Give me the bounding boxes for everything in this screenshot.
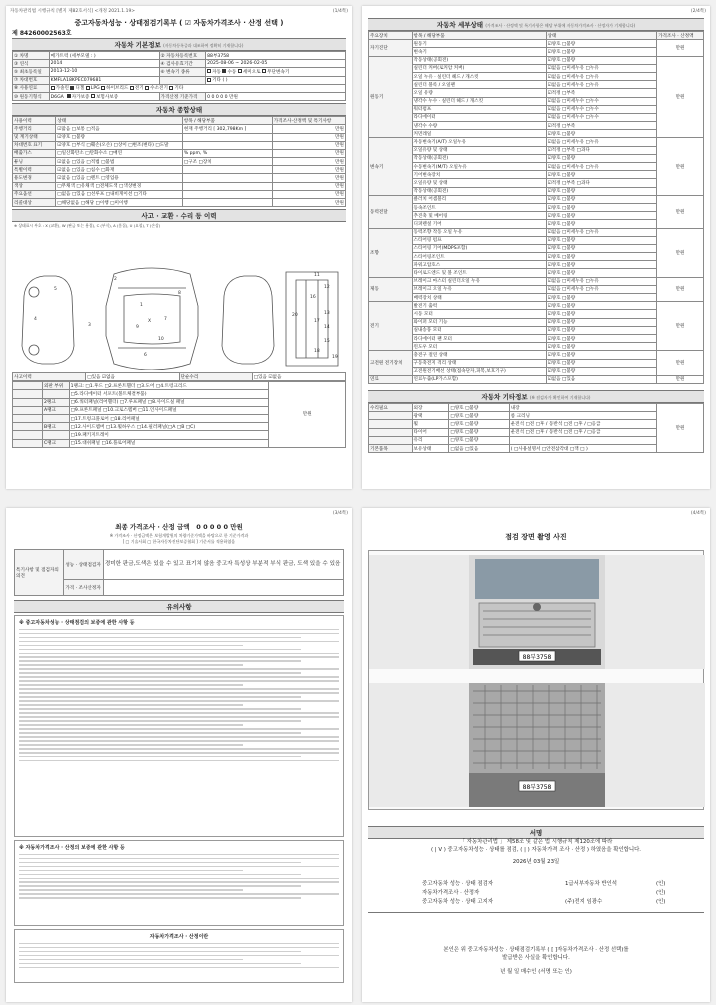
page-1 <box>6 6 352 489</box>
text-line-placeholder <box>19 692 339 693</box>
page-number: (3/4쪽) <box>332 511 348 516</box>
text-line-placeholder <box>19 748 339 749</box>
detail-row: 오일유량 및 상태 ☑적정 □부족 □과다 <box>369 146 704 154</box>
form-title: 중고자동차성능 · 상태점검기록부 ( ☑ 자동차가격조사 · 산정 선택 ) <box>74 19 284 27</box>
status-row: 튜닝 ☑없음 □있음 □적법 □불법 □구조 □장치 만원 <box>13 158 346 166</box>
status-row: 특별이력 ☑없음 □있음 □침수 □화재 만원 <box>13 166 346 174</box>
status-row: 리콜대상 □해당없음 □해당 □이행 □미이행 만원 <box>13 199 346 207</box>
text-line-placeholder <box>19 660 301 661</box>
text-line-placeholder <box>19 668 339 669</box>
diagram-part-number: 13 <box>324 311 330 316</box>
detail-row: 스티어링 펌프 ☑양호 □불량 <box>369 236 704 244</box>
form-header: 자동차관리법 시행규칙 [별지 제82호서식] <개정 2021.1.19> <box>10 9 136 14</box>
status-row: 배출가스 □일산화탄소 □탄화수소 □매연 % ppm, % 만원 <box>14 150 344 157</box>
inspector-opinion: 경미한 판금,도색은 있을 수 있고 표기치 않음 중고자 특성상 부분적 부식 판금, 도색 있을 수 있음 <box>103 550 343 580</box>
detail-row: 워터펌프 ☑없음 □미세누수 □누수 <box>369 105 704 113</box>
status-row: 주요옵션 □없음 □있음 □선루프 □내비게이션 □기타 만원 <box>13 190 346 198</box>
buyer-signature: 년 월 일 매수인 (서명 또는 인) <box>500 969 572 975</box>
text-line-placeholder <box>19 728 339 729</box>
text-line-placeholder <box>19 943 339 944</box>
diagram-part-number: 1 <box>140 303 143 308</box>
photo-title: 점검 장면 촬영 사진 <box>505 533 567 541</box>
accident-history-bar: 사고 · 교환 · 수리 등 이력 <box>12 209 346 222</box>
page-number: (4/4쪽) <box>690 511 706 516</box>
overall-status-table: 사용이력 상태 항목 / 해당부품 가격조사·산정액 및 특기사항 주행거리 ☑많음 □보통 □적음 현재 주행거리 [ 302,798Km ] 만원 및 계기상태 ☑양호 □불량 만원 차대번호 표기 ☑양호 □부식 □훼손(오손) □상이 □변조(변타) □도말 만원 배출가스 □일산화탄소 □탄화수소 □매연 % ppm, % 만원 튜닝 ☑없음 □있음 □적법 □불법 □구조 □장치 만원 특별이력 ☑없음 □있음 □침수 □화재 만원 용도변경 ☑없음 □있음 □렌트 □영업용 만원 색상 □무채색 □유채색 □전체도색 □색상변경 만원 주요옵션 □없음 □있음 □선루프 □내비게이션 □기타 만원 리콜대상 □해당없음 □해당 □이행 □미이행 만원 <box>12 116 346 207</box>
text-line-placeholder <box>19 736 339 737</box>
diagram-part-number: X <box>148 319 152 324</box>
status-row: 용도변경 ☑없음 □있음 □렌트 □영업용 만원 <box>13 174 346 182</box>
detail-row: 브레이크 오일 누유 ☑없음 □미세누유 □누유 <box>369 285 704 293</box>
final-price-note: ※ 가격조사 · 산정금액은 보험개발원의 차량기준가액을 바탕으로 한 기준가격과 <box>109 533 249 538</box>
detail-row: 스티어링조인트 ☑양호 □불량 <box>369 253 704 261</box>
text-line-placeholder <box>19 637 301 638</box>
diagram-part-number: 6 <box>144 353 147 358</box>
detail-row: 파워고압호스 ☑양호 □불량 <box>369 261 704 269</box>
text-line-placeholder <box>19 889 243 890</box>
text-line-placeholder <box>19 700 339 701</box>
status-row: 차대번호 표기 ☑양호 □부식 □훼손(오손) □상이 □변조(변타) □도말 만원 <box>13 141 346 149</box>
page-3 <box>6 508 352 1002</box>
detail-status-bar: 자동차 세부상태 (가격조사 · 산정액 및 특기사항은 해당 부위에 자동차가격조사 · 산정자가 기재합니다) <box>368 18 704 31</box>
text-line-placeholder <box>19 732 301 733</box>
text-line-placeholder <box>19 870 243 871</box>
remarks-block-3: 자동차가격조사 · 산정이란 <box>14 929 344 983</box>
detail-row: 추진축 및 베어링 ☑양호 □불량 <box>369 212 704 220</box>
detail-row: 원동기 작동상태(공회전) ☑양호 □불량 만원 <box>369 56 704 64</box>
overall-status-bar: 자동차 종합상태 <box>12 103 346 116</box>
text-line-placeholder <box>19 633 339 634</box>
diagram-part-number: 16 <box>310 295 316 300</box>
text-line-placeholder <box>19 893 339 894</box>
other-info-row: 타이어 □양호 □불량 운전석 □전 □후 / 동반석 □전 □후 / □응급 <box>369 428 704 436</box>
diagram-part-number: 14 <box>324 325 330 330</box>
detail-row: 전기 발전기 출력 ☑양호 □불량 만원 <box>369 302 704 310</box>
text-line-placeholder <box>19 629 339 630</box>
other-info-bar: 자동차 기타정보 (※ 점검자가 확인하여 기재합니다) <box>368 390 704 403</box>
diagram-part-number: 5 <box>54 287 57 292</box>
detail-row: 실린더 커버(로커암 커버) ☑없음 □미세누유 □누유 <box>369 64 704 72</box>
basic-info-table: ① 차명 메가트럭 (세부모델 : ) ② 자동차등록번호 88부3758 ③ 연식 2014 ④ 검사유효기간 2025-08-06 ~ 2026-02-05 ⑤ 최초등록일 2013-12-10 ⑥ 변속기 종류 자동 수동 세미오토 무단변속기 ⑦ 차대번호 KMFLA18KPEC079681 기타 ( ) ⑧ 사용연료 가솔린 디젤 LPG 하이브리드 전기 수소전기 기타 ⑩ 원동기형식 D6GA 자가보증 보험사보증 가격산정 기준가격 0 0 0 0 0 만원 <box>12 51 346 101</box>
detail-status-table: 주요장치 항목 / 해당부품 상태 가격조사 · 산정액 자기진단 원동기 ☑양호 □불량 만원 변속기 ☑양호 □불량 원동기 작동상태(공회전) ☑양호 □불량 만원 실린더 커버(로커암 커버) ☑없음 □미세누유 □누유 오일 누유 · 실린더 헤드 / 개스킷 ☑없음 □미세누유 □누유 실린더 블록 / 오일팬 ☑없음 □미세누유 □누유 오일 유량 ☑적정 □부족 냉각수 누수 · 실린더 헤드 / 개스킷 ☑없음 □미세누수 □누수 워터펌프 ☑없음 □미세누수 □누수 라디에이터 ☑없음 □미세누수 □누수 냉각수 수량 ☑적정 □부족 커먼레일 ☑양호 □불량 변속기 자동변속기(A/T) 오일누유 ☑없음 □미세누유 □누유 만원 오일유량 및 상태 ☑적정 □부족 □과다 작동상태(공회전) ☑양호 □불량 수동변속기(M/T) 오일누유 ☑없음 □미세누유 □누유 기어변속장치 ☑양호 □불량 오일유량 및 상태 ☑적정 □부족 □과다 작동상태(공회전) ☑양호 □불량 동력전달 클러치 어셈블리 ☑양호 □불량 만원 등속조인트 ☑양호 □불량 추진축 및 베어링 ☑양호 □불량 디퍼렌셜 기어 ☑양호 □불량 조향 동력조향 작동 오일 누유 ☑없음 □미세누유 □누유 만원 스티어링 펌프 ☑양호 □불량 스티어링 기어(MDPS포함) ☑양호 □불량 스티어링조인트 ☑양호 □불량 파워고압호스 ☑양호 □불량 타이로드엔드 및 볼 조인트 ☑양호 □불량 제동 브레이크 마스터 실린더오일 누유 ☑없음 □미세누유 □누유 만원 브레이크 오일 누유 ☑없음 □미세누유 □누유 배력장치 상태 ☑양호 □불량 전기 발전기 출력 ☑양호 □불량 만원 시동 모터 ☑양호 □불량 와이퍼 모터 기능 ☑양호 □불량 실내송풍 모터 ☑양호 □불량 라디에이터 팬 모터 ☑양호 □불량 윈도우 모터 ☑양호 □불량 고전원 전기장치 충전구 절연 상태 ☑양호 □불량 만원 구동축전지 격리 상태 ☑양호 □불량 고전원전기배선 상태(접속단자,피복,보호기구) ☑양호 □불량 연료 연료누출(LP가스포함) ☑없음 □있음 만원 <box>368 31 704 384</box>
text-line-placeholder <box>19 885 301 886</box>
remarks-block-1: ※ 중고자동차성능 · 상태점검의 보증에 관한 사항 등 <box>14 615 344 837</box>
text-line-placeholder <box>19 656 339 657</box>
text-line-placeholder <box>19 684 243 685</box>
detail-row: 등속조인트 ☑양호 □불량 <box>369 203 704 211</box>
other-info-row: 유리 □양호 □불량 <box>369 436 704 444</box>
front-plate-text: 88부3758 <box>522 654 552 661</box>
remarks-block-2: ※ 자동차가격조사 · 산정의 보증에 관한 사항 등 <box>14 840 344 926</box>
text-line-placeholder <box>19 866 339 867</box>
text-line-placeholder <box>19 878 339 879</box>
detail-row: 연료 연료누출(LP가스포함) ☑없음 □있음 만원 <box>369 375 704 383</box>
text-line-placeholder <box>19 712 339 713</box>
detail-row: 배력장치 상태 ☑양호 □불량 <box>369 294 704 302</box>
text-line-placeholder <box>19 967 339 968</box>
text-line-placeholder <box>19 680 339 681</box>
diagram-part-number: 2 <box>114 277 117 282</box>
other-info-row: 수리필요 외장 □양호 □불량 내장 만원 <box>369 404 704 412</box>
detail-row: 라디에이터 ☑없음 □미세누수 □누수 <box>369 113 704 121</box>
final-price-note-2: [ □ 기술사회 □ 한국자동차진단보증협회 ] 기준서를 적용하였음 <box>122 539 236 544</box>
text-line-placeholder <box>19 951 301 952</box>
diagram-part-number: 15 <box>324 339 330 344</box>
detail-row: 라디에이터 팬 모터 ☑양호 □불량 <box>369 334 704 342</box>
diagram-part-number: 3 <box>88 323 91 328</box>
page-number: (2/4쪽) <box>690 9 706 14</box>
law-text-2: ( | V ) 중고자동차성능 · 상태를 점검, ( | ) 자동차가격 조사 · 산정 ) 하였음을 확인합니다. <box>430 847 642 853</box>
text-line-placeholder <box>19 947 339 948</box>
diagram-part-number: 10 <box>158 337 164 342</box>
text-line-placeholder <box>19 756 301 757</box>
exterior-row: B랭크 □12.사이드멤버 □13.휠하우스 □14.필러패널(□A □B □C) <box>13 423 346 431</box>
text-line-placeholder <box>19 955 339 956</box>
signature-bar: 서명 <box>368 826 704 839</box>
diagram-part-number: 4 <box>34 317 37 322</box>
detail-row: 스티어링 기어(MDPS포함) ☑양호 □불량 <box>369 244 704 252</box>
detail-row: 제동 브레이크 마스터 실린더오일 누유 ☑없음 □미세누유 □누유 만원 <box>369 277 704 285</box>
diagram-part-number: 7 <box>164 317 167 322</box>
text-line-placeholder <box>19 649 301 650</box>
text-line-placeholder <box>19 858 339 859</box>
detail-row: 냉각수 수량 ☑적정 □부족 <box>369 122 704 130</box>
law-text-1: 「 자동차관리법 」 제58조 및 같은 법 시행규칙 제120조에 따라 <box>459 839 613 845</box>
text-line-placeholder <box>19 744 243 745</box>
exterior-row: □5.라디에이터 서포트(볼트체결부품) <box>13 390 346 398</box>
accident-flags: 사고이력 □있음 ☑없음 단순수리 □있음 ☑없음 <box>12 372 346 381</box>
other-info-row: 기본품목 보유상태 □없음 □있음 ( □사용설명서 □안전삼각대 □잭 □ ) <box>369 445 704 453</box>
text-line-placeholder <box>19 708 301 709</box>
record-number: 제 84260002563호 <box>12 30 72 37</box>
diagram-part-number: 17 <box>314 319 320 324</box>
text-line-placeholder <box>19 854 339 855</box>
signature-row: 중고자동차 성능 · 상태 고지자 (주)전지 임광수 (인) <box>422 899 666 905</box>
truck-front-photo <box>369 551 705 811</box>
text-line-placeholder <box>19 716 339 717</box>
status-row: 주행거리 ☑많음 □보통 □적음 현재 주행거리 [ 302,798Km ] 만원 <box>13 125 346 133</box>
detail-row: 변속기 ☑양호 □불량 <box>369 48 704 56</box>
text-line-placeholder <box>19 641 339 642</box>
page-4 <box>362 508 710 1002</box>
exterior-row: 외판 부위 1랭크: □1.후드 □2.프론트휀더 □3.도어 □4.트렁크리드 만원 <box>13 382 346 390</box>
text-line-placeholder <box>19 740 339 741</box>
text-line-placeholder <box>19 963 301 964</box>
status-row: 색상 □무채색 □유채색 □전체도색 □색상변경 만원 <box>13 182 346 190</box>
text-line-placeholder <box>19 672 301 673</box>
rear-plate-text: 88부3758 <box>522 784 552 791</box>
detail-row: 커먼레일 ☑양호 □불량 <box>369 130 704 138</box>
text-line-placeholder <box>19 645 243 646</box>
detail-row: 오일 유량 ☑적정 □부족 <box>369 89 704 97</box>
text-line-placeholder <box>19 760 339 761</box>
signature-row: 자동차가격조사 · 산정자 (인) <box>422 890 666 896</box>
exterior-row: C랭크 □15.대쉬패널 □16.플로어패널 <box>13 439 346 447</box>
diagram-part-number: 8 <box>178 291 181 296</box>
status-row: 및 계기상태 ☑양호 □불량 만원 <box>13 133 346 141</box>
detail-row: 오일유량 및 상태 ☑적정 □부족 □과다 <box>369 179 704 187</box>
text-line-placeholder <box>19 676 339 677</box>
detail-row: 시동 모터 ☑양호 □불량 <box>369 310 704 318</box>
text-line-placeholder <box>19 720 301 721</box>
detail-row: 윈도우 모터 ☑양호 □불량 <box>369 343 704 351</box>
detail-row: 구동축전지 격리 상태 ☑양호 □불량 <box>369 359 704 367</box>
detail-row: 동력전달 클러치 어셈블리 ☑양호 □불량 만원 <box>369 195 704 203</box>
diagram-part-number: 9 <box>136 325 139 330</box>
page-number: (1/4쪽) <box>332 9 348 14</box>
text-line-placeholder <box>19 874 301 875</box>
detail-row: 작동상태(공회전) ☑양호 □불량 <box>369 154 704 162</box>
detail-row: 자기진단 원동기 ☑양호 □불량 만원 <box>369 40 704 48</box>
remarks-bar: 유의사항 <box>14 600 344 613</box>
other-info-row: 광택 □양호 □불량 룸 크리닝 <box>369 412 704 420</box>
text-line-placeholder <box>19 752 339 753</box>
diagram-part-number: 19 <box>332 355 338 360</box>
inspection-photos <box>368 550 704 810</box>
detail-row: 냉각수 누수 · 실린더 헤드 / 개스킷 ☑없음 □미세누수 □누수 <box>369 97 704 105</box>
text-line-placeholder <box>19 696 301 697</box>
text-line-placeholder <box>19 688 339 689</box>
detail-row: 디퍼렌셜 기어 ☑양호 □불량 <box>369 220 704 228</box>
final-price-title: 최종 가격조사 · 산정 금액 0 0 0 0 0 만원 <box>115 523 243 531</box>
text-line-placeholder <box>19 881 339 882</box>
detail-row: 조향 동력조향 작동 오일 누유 ☑없음 □미세누유 □누유 만원 <box>369 228 704 236</box>
text-line-placeholder <box>19 959 243 960</box>
exterior-row: □17.트렁크플로어 □18.리어패널 <box>13 414 346 422</box>
accident-legend: ※ 상태표시 부호 : X (교환), W (판금 또는 용접), C (부식), A (흠집), U (요철), T (손상) <box>14 223 161 229</box>
text-line-placeholder <box>19 664 243 665</box>
exterior-row: A랭크 □9.프론트패널 □10.크로스멤버 □11.인사이드패널 <box>13 406 346 414</box>
detail-row: 변속기 자동변속기(A/T) 오일누유 ☑없음 □미세누유 □누유 만원 <box>369 138 704 146</box>
exterior-frame-table <box>12 381 346 448</box>
text-line-placeholder <box>19 897 301 898</box>
text-line-placeholder <box>19 862 301 863</box>
detail-row: 타이로드엔드 및 볼 조인트 ☑양호 □불량 <box>369 269 704 277</box>
detail-row: 실내송풍 모터 ☑양호 □불량 <box>369 326 704 334</box>
signature-row: 중고자동차 성능 · 상태 점검자 1급서부자동차 반인석 (인) <box>422 881 666 887</box>
exterior-row: 2랭크 □6.쿼터패널(리어휀더) □7.루프패널 □8.사이드실 패널 <box>13 398 346 406</box>
detail-row: 와이퍼 모터 기능 ☑양호 □불량 <box>369 318 704 326</box>
detail-row: 작동상태(공회전) ☑양호 □불량 <box>369 187 704 195</box>
car-damage-diagram <box>14 266 344 370</box>
diagram-part-number: 12 <box>324 285 330 290</box>
basic-info-bar: 자동차 기본정보 (자동차등록증과 대조하여 정확히 기재합니다) <box>12 38 346 51</box>
other-info-table <box>368 403 704 453</box>
page-2 <box>362 6 710 489</box>
diagram-part-number: 20 <box>292 313 298 318</box>
text-line-placeholder <box>19 724 243 725</box>
text-line-placeholder <box>19 653 339 654</box>
signature-list <box>422 880 682 907</box>
diagram-part-number: 18 <box>314 349 320 354</box>
sign-date: 2026년 03월 23일 <box>512 859 560 865</box>
text-line-placeholder <box>19 704 243 705</box>
buyer-confirmation: 본인은 위 중고자동차성능 · 상태점검기록부 ( [ ]자동차가격조사 · 산정 선택)를 발급받은 사실을 확인합니다. 년 월 일 매수인 (서명 또는 인) <box>368 946 704 976</box>
exterior-row: □19.패키지트레이 <box>13 431 346 439</box>
detail-row: 기어변속장치 ☑양호 □불량 <box>369 171 704 179</box>
detail-row: 오일 누유 · 실린더 헤드 / 개스킷 ☑없음 □미세누유 □누유 <box>369 72 704 80</box>
special-notes-table: 특기사항 및 점검자의 의견 성능 · 상태점검자 경미한 판금,도색은 있을 수 있고 표기치 않음 중고자 특성상 부분적 부식 판금, 도색 있을 수 있음 가격 · 조사산정자 <box>14 549 344 596</box>
detail-row: 고전원전기배선 상태(접속단자,피복,보호기구) ☑양호 □불량 <box>369 367 704 375</box>
detail-row: 고전원 전기장치 충전구 절연 상태 ☑양호 □불량 만원 <box>369 351 704 359</box>
detail-row: 수동변속기(M/T) 오일누유 ☑없음 □미세누유 □누유 <box>369 163 704 171</box>
diagram-part-number: 11 <box>314 273 320 278</box>
detail-row: 실린더 블록 / 오일팬 ☑없음 □미세누유 □누유 <box>369 81 704 89</box>
other-info-row: 휠 □양호 □불량 운전석 □전 □후 / 동반석 □전 □후 / □응급 <box>369 420 704 428</box>
